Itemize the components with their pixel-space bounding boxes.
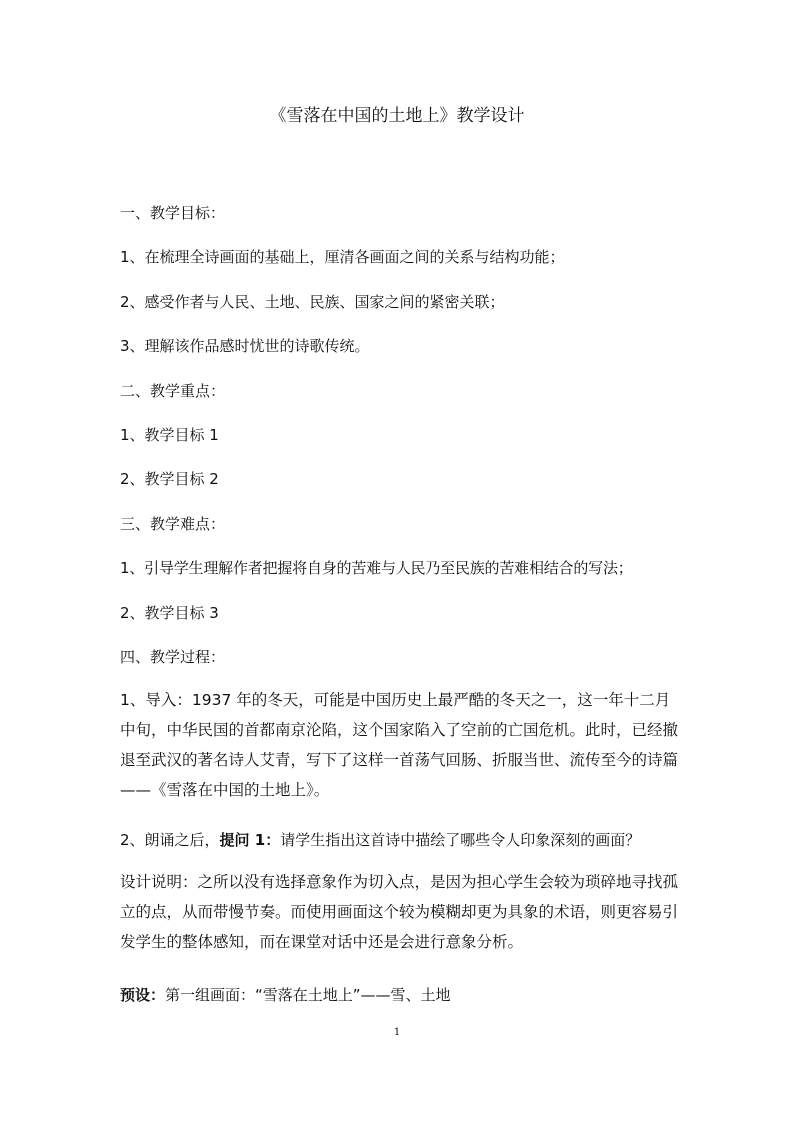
process-heading: 四、教学过程： bbox=[120, 648, 226, 666]
preset-text: 第一组画面：“雪落在土地上”——雪、土地 bbox=[165, 986, 451, 1004]
question-text: 请学生指出这首诗中描绘了哪些令人印象深刻的画面？ bbox=[280, 831, 641, 849]
intro-paragraph: 1、导入：1937 年的冬天，可能是中国历史上最严酷的冬天之一，这一年十二月中旬，中华民国的首都南京沦陷，这个国家陷入了空前的亡国危机。此时，已经撤退至武汉的著名诗人艾青，写下了这样一首荡气回肠、折服当世、流传至今的诗篇——《雪落在中国的土地上》。 bbox=[120, 691, 679, 799]
key-point-item-1: 1、教学目标 1 bbox=[120, 426, 219, 444]
difficulties-heading: 三、教学难点： bbox=[120, 515, 226, 533]
difficulty-item-2: 2、教学目标 3 bbox=[120, 604, 219, 622]
preset-line bbox=[120, 984, 680, 1006]
key-points-heading: 二、教学重点： bbox=[120, 382, 226, 400]
objective-item-1: 1、在梳理全诗画面的基础上，厘清各画面之间的关系与结构功能； bbox=[120, 248, 565, 266]
objective-item-3: 3、理解该作品感时忧世的诗歌传统。 bbox=[120, 337, 370, 355]
difficulty-item-1: 1、引导学生理解作者把握将自身的苦难与人民乃至民族的苦难相结合的写法； bbox=[120, 559, 633, 577]
document-title: 《雪落在中国的土地上》教学设计 bbox=[269, 106, 525, 126]
question-label: 提问 1： bbox=[219, 831, 281, 849]
recitation-line bbox=[120, 829, 680, 851]
preset-label: 预设： bbox=[120, 986, 166, 1004]
objectives-heading: 一、教学目标： bbox=[120, 204, 226, 222]
objective-item-2: 2、感受作者与人民、土地、民族、国家之间的紧密关联； bbox=[120, 293, 505, 311]
key-point-item-2: 2、教学目标 2 bbox=[120, 470, 219, 488]
recitation-prefix: 2、朗诵之后， bbox=[120, 831, 220, 849]
design-note-paragraph: 设计说明：之所以没有选择意象作为切入点，是因为担心学生会较为琐碎地寻找孤立的点，从而带慢节奏。而使用画面这个较为模糊却更为具象的术语，则更容易引发学生的整体感知，而在课堂对话中还是会进行意象分析。 bbox=[120, 873, 679, 951]
page-number: 1 bbox=[393, 1027, 401, 1038]
